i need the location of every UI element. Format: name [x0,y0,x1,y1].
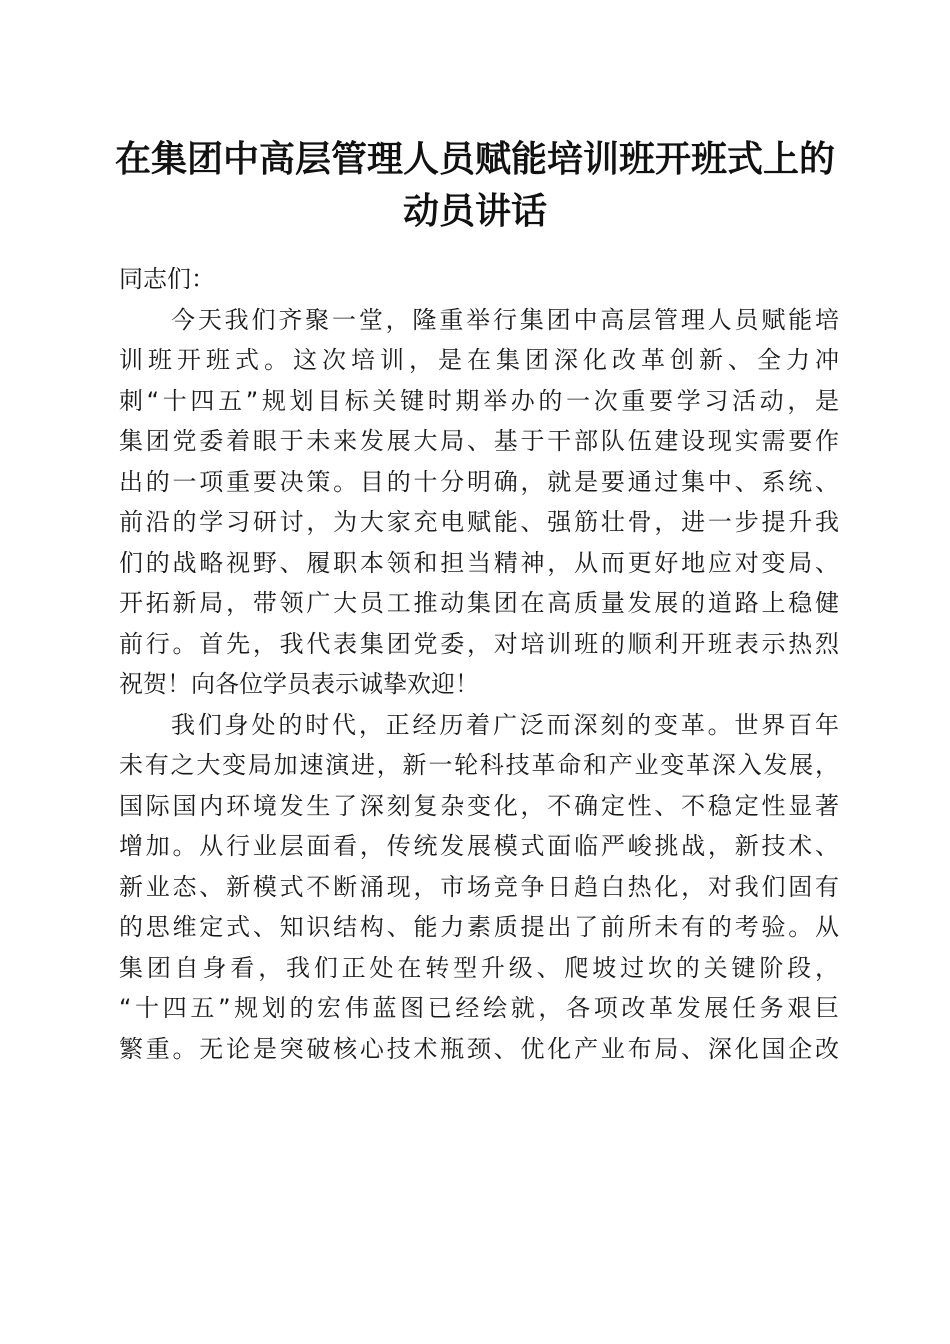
paragraph-line: 开拓新局，带领广大员工推动集团在高质量发展的道路上稳健 [119,589,839,617]
paragraph-line: “十四五”规划的宏伟蓝图已经绘就，各项改革发展任务艰巨 [119,994,839,1022]
paragraph-line: 未有之大变局加速演进，新一轮科技革命和产业变革深入发展， [119,751,839,779]
paragraph-line: 集团党委着眼于未来发展大局、基于干部队伍建设现实需要作 [119,427,839,455]
paragraph-line: 集团自身看，我们正处在转型升级、爬坡过坎的关键阶段， [119,953,839,982]
paragraph-2 [119,705,839,1070]
paragraph-line: 国际国内环境发生了深刻复杂变化，不确定性、不稳定性显著 [119,791,839,820]
paragraph-line: 前行。首先，我代表集团党委，对培训班的顺利开班表示热烈 [119,629,839,658]
paragraph-line: 祝贺！向各位学员表示诚挚欢迎！ [119,670,479,698]
salutation: 同志们： [119,265,215,293]
paragraph-line: 繁重。无论是突破核心技术瓶颈、优化产业布局、深化国企改 [119,1034,839,1063]
paragraph-line: 前沿的学习研讨，为大家充电赋能、强筋壮骨，进一步提升我 [119,508,839,536]
title-line-2: 动员讲话 [402,190,547,232]
paragraph-line: 的思维定式、知识结构、能力素质提出了前所未有的考验。从 [119,913,839,941]
paragraph-line: 训班开班式。这次培训，是在集团深化改革创新、全力冲 [119,346,839,374]
paragraph-line: 增加。从行业层面看，传统发展模式面临严峻挑战，新技术、 [119,832,839,860]
title-line-1: 在集团中高层管理人员赋能培训班开班式上的 [114,138,835,180]
document-body [119,259,839,1069]
paragraph-line: 今天我们齐聚一堂，隆重举行集团中高层管理人员赋能培 [171,305,839,334]
paragraph-line: 们的战略视野、履职本领和担当精神，从而更好地应对变局、 [119,548,839,577]
paragraph-line: 我们身处的时代，正经历着广泛而深刻的变革。世界百年 [171,710,839,739]
paragraph-line: 刺“十四五”规划目标关键时期举办的一次重要学习活动，是 [119,386,839,415]
paragraph-line: 新业态、新模式不断涌现，市场竞争日趋白热化，对我们固有 [119,872,839,901]
paragraph-1 [119,300,839,705]
paragraph-line: 出的一项重要决策。目的十分明确，就是要通过集中、系统、 [119,467,839,496]
document-title [100,133,850,237]
